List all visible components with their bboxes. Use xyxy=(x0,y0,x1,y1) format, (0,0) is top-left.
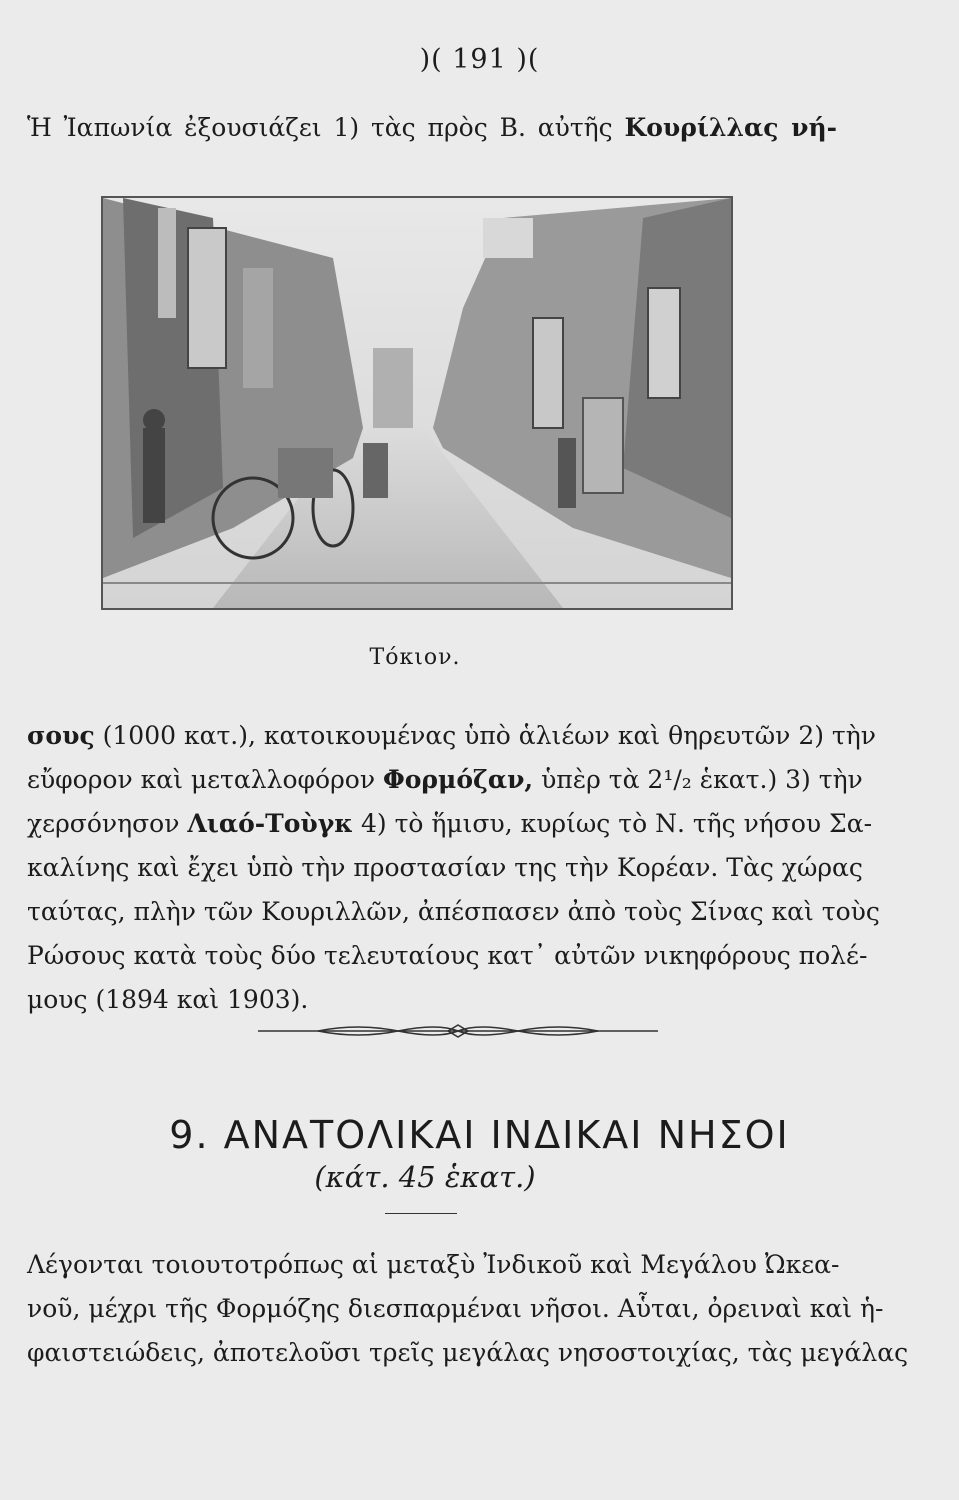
paragraph-1-line-5: ταύτας, πλὴν τῶν Κουριλλῶν, ἀπέσπασεν ἀπὸ τοὺς Σίνας καὶ τοὺς xyxy=(27,897,880,926)
intro-text: Ἡ Ἰαπωνία ἐξουσιάζει 1) τὰς πρὸς Β. αὐτῆς xyxy=(27,113,625,142)
line-text: (1000 κατ.), κατοικουμένας ὑπὸ ἁλιέων καὶ θηρευτῶν 2) τὴν xyxy=(94,721,876,750)
bold-term: Λιαό-Τοὺγκ xyxy=(187,809,354,838)
section-subheading: (κάτ. 45 ἑκατ.) xyxy=(314,1160,536,1194)
paragraph-1 xyxy=(27,714,880,1022)
section-heading: 9. ΑΝΑΤΟΛΙΚΑΙ ΙΝΔΙΚΑΙ ΝΗΣΟΙ xyxy=(169,1113,790,1157)
tokyo-street-photo xyxy=(101,196,733,610)
line-text: χερσόνησον xyxy=(27,809,188,838)
bold-term: Φορμόζαν, xyxy=(382,765,534,794)
line-text: εὔφορον καὶ μεταλλοφόρον xyxy=(27,765,383,794)
paragraph-1-line-7: μους (1894 καὶ 1903). xyxy=(27,985,309,1014)
paragraph-1-line-4: καλίνης καὶ ἔχει ὑπὸ τὴν προστασίαν της τὴν Κορέαν. Τὰς χώρας xyxy=(27,853,863,882)
paragraph-1-line-6: Ρώσους κατὰ τοὺς δύο τελευταίους κατ᾽ αὐτῶν νικηφόρους πολέ- xyxy=(27,941,868,970)
ornament-divider-icon xyxy=(258,1019,658,1043)
line-text: ὑπὲρ τὰ 2¹/₂ ἑκατ.) 3) τὴν xyxy=(533,765,863,794)
paragraph-1-line-2 xyxy=(27,758,863,802)
intro-line xyxy=(27,111,837,145)
paragraph-2 xyxy=(27,1243,909,1375)
section-rule xyxy=(385,1213,457,1214)
line-text: 4) τὸ ἥμισυ, κυρίως τὸ Ν. τῆς νήσου Σα- xyxy=(353,809,873,838)
intro-bold-term: Κουρίλλας νή- xyxy=(624,113,837,142)
paragraph-2-line-3: φαιστειώδεις, ἀποτελοῦσι τρεῖς μεγάλας νησοστοιχίας, τὰς μεγάλας xyxy=(27,1338,909,1367)
paragraph-2-line-1: Λέγονται τοιουτοτρόπως αἱ μεταξὺ Ἰνδικοῦ καὶ Μεγάλου Ὠκεα- xyxy=(27,1250,840,1279)
paragraph-2-line-2: νοῦ, μέχρι τῆς Φορμόζης διεσπαρμέναι νῆσοι. Αὗται, ὀρειναὶ καὶ ἡ- xyxy=(27,1294,884,1323)
paragraph-1-line-3 xyxy=(27,802,873,846)
paragraph-1-line-1 xyxy=(27,714,876,758)
street-photo-icon xyxy=(103,198,731,608)
photo-caption: Τόκιον. xyxy=(369,645,461,670)
bold-term: σους xyxy=(27,721,95,750)
page-number: )( 191 )( xyxy=(419,44,540,75)
